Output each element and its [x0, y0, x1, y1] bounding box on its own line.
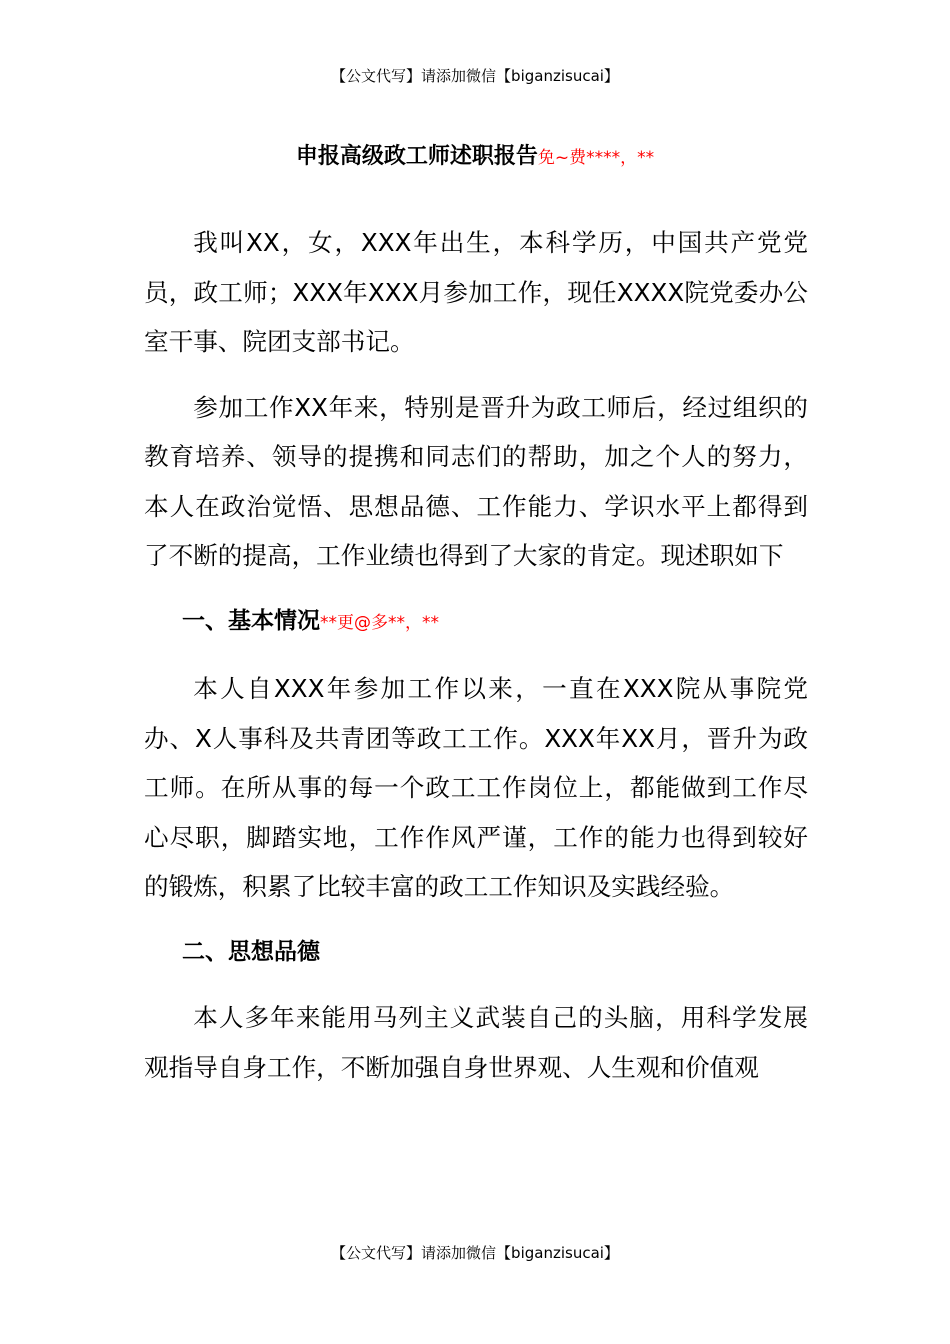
basic-info-paragraph: 本人自XXX年参加工作以来，一直在XXX院从事院党办、X人事科及共青团等政工工作。XXX年XX月，晋升为政工师。在所从事的每一个政工工作岗位上，都能做到工作尽心尽职，脚踏实地，工作作风严谨，工作的能力也得到较好的锻炼，积累了比较丰富的政工工作知识及实践经验。 [144, 674, 808, 901]
section-heading-basic-info [144, 597, 808, 649]
title-text: 申报高级政工师述职报告 [295, 144, 538, 169]
intro-paragraph: 我叫XX，女，XXX年出生，本科学历，中国共产党党员，政工师；XXX年XXX月参加工作，现任XXXX院党委办公室干事、院团支部书记。 [144, 228, 808, 356]
page-footer: 【公文代写】请添加微信【biganzisucai】 [331, 1244, 619, 1262]
section-heading-note: **更@多**，** [320, 612, 439, 633]
document-title [0, 142, 950, 173]
section-heading-ideology: 二、思想品德 [182, 938, 320, 965]
summary-paragraph: 参加工作XX年来，特别是晋升为政工师后，经过组织的教育培养、领导的提携和同志们的帮助，加之个人的努力，本人在政治觉悟、思想品德、工作能力、学识水平上都得到了不断的提高，工作业绩也得到了大家的肯定。现述职如下 [144, 392, 808, 570]
section-heading-text: 一、基本情况 [182, 607, 320, 634]
title-note: 免~费****，** [537, 148, 655, 168]
ideology-paragraph: 本人多年来能用马列主义武装自己的头脑，用科学发展观指导自身工作，不断加强自身世界观、人生观和价值观 [144, 1003, 808, 1082]
page-header: 【公文代写】请添加微信【biganzisucai】 [331, 67, 619, 85]
document-body [144, 218, 808, 1108]
